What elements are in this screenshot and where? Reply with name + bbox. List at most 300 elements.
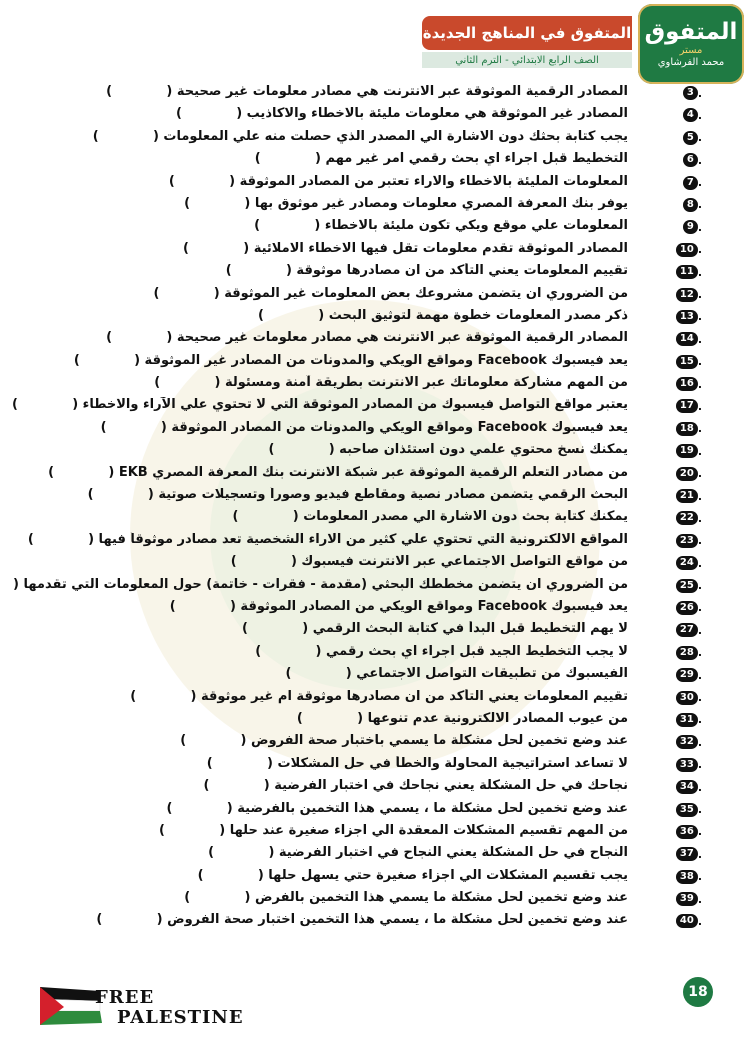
question-number-badge: 11	[676, 265, 698, 279]
question-row	[0, 239, 750, 261]
question-number	[650, 421, 702, 437]
closing-paren: )	[255, 643, 262, 659]
closing-paren: )	[169, 598, 176, 614]
question-number-badge: 13	[676, 310, 698, 324]
question-number-dot: .	[697, 892, 702, 906]
answer-blank	[190, 196, 244, 211]
question-number-dot: .	[697, 780, 702, 794]
question-text-line	[10, 151, 628, 171]
question-row	[0, 642, 750, 664]
question-text-line	[10, 509, 628, 529]
question-text: المعلومات علي موقع ويكي تكون مليئة بالاخطاء (	[314, 218, 628, 234]
closing-paren: )	[166, 800, 173, 816]
question-number-badge: 40	[676, 914, 698, 928]
question-number	[650, 824, 702, 840]
answer-blank	[204, 868, 258, 883]
answer-blank	[237, 554, 291, 569]
question-number	[650, 152, 702, 168]
question-number	[650, 645, 702, 661]
question-number-badge: 14	[676, 332, 698, 346]
answer-blank	[102, 912, 156, 927]
question-row	[0, 664, 750, 686]
question-number-dot: .	[697, 803, 702, 816]
question-text-line	[10, 845, 628, 865]
question-text: يمكنك كتابة بحث دون الاشارة الي مصدر المعلومات (	[292, 509, 628, 525]
question-row	[0, 127, 750, 149]
question-number	[650, 175, 702, 191]
question-number-dot: .	[697, 713, 702, 727]
closing-paren: )	[154, 375, 161, 391]
footer-free: FREE	[95, 987, 155, 1008]
question-row	[0, 485, 750, 507]
answer-blank	[34, 532, 88, 547]
question-number-badge: 20	[676, 467, 698, 481]
closing-paren: )	[158, 822, 165, 838]
question-number-dot: .	[697, 310, 702, 324]
question-number	[650, 802, 702, 818]
answer-blank	[264, 308, 318, 323]
question-number	[650, 600, 702, 616]
question-number	[650, 398, 702, 414]
question-number-badge: 6	[683, 153, 698, 167]
question-number	[650, 667, 702, 683]
question-number	[650, 555, 702, 571]
question-text: عند وضع تخمين لحل مشكلة ما ، يسمي هذا التخمين بالفرضية (	[226, 800, 628, 816]
question-row	[0, 440, 750, 462]
logo-role: مستر	[679, 45, 703, 56]
question-number-dot: .	[697, 265, 702, 279]
question-number-badge: 34	[676, 780, 698, 794]
question-text-line	[10, 733, 628, 753]
answer-blank	[159, 286, 213, 301]
answer-blank	[248, 621, 302, 636]
closing-paren: )	[254, 218, 261, 234]
brand-logo	[638, 4, 744, 84]
closing-paren: )	[96, 912, 103, 928]
question-text: يعد فيسبوك Facebook ومواقع الويكي من المصادر الموثوقة (	[229, 598, 628, 614]
question-row	[0, 754, 750, 776]
answer-blank	[165, 823, 219, 838]
true-false-list	[0, 82, 750, 933]
question-number-dot: .	[697, 668, 702, 682]
question-text: المصادر الموثوقة تقدم معلومات تقل فيها الاخطاء الاملائية (	[243, 240, 628, 256]
question-text: يعد فيسبوك Facebook ومواقع الويكي والمدونات من المصادر غير الموثوقة (	[134, 352, 628, 368]
question-text: من المهم مشاركة معلوماتك عبر الانترنت بطريقة آمنة ومسئولة (	[214, 375, 628, 391]
closing-paren: )	[153, 285, 160, 301]
question-number-badge: 4	[683, 108, 698, 122]
question-text-line	[10, 442, 628, 462]
question-text: النجاح في حل المشكلة يعني النجاح في اختبار الفرضية (	[268, 845, 628, 861]
question-row	[0, 910, 750, 932]
question-number-dot: .	[697, 243, 702, 257]
question-text: ذكر مصدر المعلومات خطوة مهمة لتوثيق البحث (	[318, 307, 628, 323]
question-text-line	[10, 711, 628, 731]
question-number-dot: .	[697, 220, 702, 234]
question-number-badge: 12	[676, 288, 698, 302]
question-row	[0, 149, 750, 171]
answer-blank	[303, 711, 357, 726]
question-number	[650, 734, 702, 750]
closing-paren: )	[184, 195, 191, 211]
question-number-badge: 17	[676, 399, 698, 413]
question-row	[0, 530, 750, 552]
answer-blank	[232, 263, 286, 278]
question-text-line	[10, 666, 628, 686]
question-text-line	[10, 263, 628, 283]
closing-paren: )	[73, 352, 80, 368]
question-number-badge: 25	[676, 579, 698, 593]
closing-paren: )	[257, 307, 264, 323]
question-text: من الضروري ان يتضمن مشروعك بعض المعلومات غير الموثوقة (	[213, 285, 628, 301]
question-row	[0, 216, 750, 238]
closing-paren: )	[206, 755, 213, 771]
question-row	[0, 395, 750, 417]
question-number	[650, 85, 702, 101]
question-text: من عيوب المصادر الالكترونية عدم تنوعها (	[357, 710, 628, 726]
question-text-line	[10, 196, 628, 216]
question-number	[650, 466, 702, 482]
question-number-dot: .	[697, 534, 702, 548]
question-text-line	[10, 689, 628, 709]
question-text-line	[10, 487, 628, 507]
question-row	[0, 104, 750, 126]
answer-blank	[182, 106, 236, 121]
answer-blank	[54, 465, 108, 480]
question-text-line	[10, 241, 628, 261]
question-number-dot: .	[697, 399, 702, 413]
closing-paren: )	[87, 487, 94, 503]
question-row	[0, 82, 750, 104]
question-number	[650, 242, 702, 258]
question-number-dot: .	[697, 422, 702, 436]
closing-paren: )	[230, 554, 237, 570]
answer-blank	[94, 487, 148, 502]
question-text-line	[10, 644, 628, 664]
closing-paren: )	[182, 240, 189, 256]
closing-paren: )	[27, 531, 34, 547]
closing-paren: )	[180, 733, 187, 749]
question-number	[650, 354, 702, 370]
question-text: يجب كتابة بحثك دون الاشارة الي المصدر الذي حصلت منه علي المعلومات (	[152, 128, 628, 144]
question-text-line	[10, 756, 628, 776]
answer-blank	[214, 845, 268, 860]
answer-blank	[209, 778, 263, 793]
question-number-badge: 18	[676, 422, 698, 436]
question-text: لا يهم التخطيط قبل البدأ في كتابة البحث الرقمي (	[302, 621, 628, 637]
question-number	[650, 287, 702, 303]
question-text-line	[10, 218, 628, 238]
question-number-dot: .	[697, 847, 702, 861]
answer-blank	[213, 756, 267, 771]
question-number	[650, 264, 702, 280]
question-text: نجاحك في حل المشكلة يعني نجاحك في اختبار الفرضية (	[263, 778, 628, 794]
question-row	[0, 418, 750, 440]
question-text: البحث الرقمي يتضمن مصادر نصية ومقاطع فيديو وصوراً وتسجيلات صوتية (	[147, 487, 628, 503]
question-number-dot: .	[697, 556, 702, 570]
answer-blank	[175, 174, 229, 189]
closing-paren: )	[296, 710, 303, 726]
question-row	[0, 575, 750, 597]
question-number	[650, 779, 702, 795]
question-number	[650, 690, 702, 706]
question-number-dot: .	[697, 153, 702, 167]
question-number-badge: 8	[683, 198, 698, 212]
question-text-line	[10, 554, 628, 574]
question-text-line	[10, 823, 628, 843]
question-number-badge: 23	[676, 534, 698, 548]
question-row	[0, 261, 750, 283]
question-text-line	[10, 912, 628, 932]
question-number	[650, 578, 702, 594]
question-number-badge: 29	[676, 668, 698, 682]
question-text: من المهم تقسيم المشكلات المعقدة الي اجزاء صغيرة عند حلها (	[219, 822, 628, 838]
answer-blank	[112, 330, 166, 345]
answer-blank	[172, 801, 226, 816]
question-number	[650, 510, 702, 526]
question-number-dot: .	[697, 332, 702, 346]
question-text-line	[10, 84, 628, 104]
closing-paren: )	[184, 890, 191, 906]
question-row	[0, 799, 750, 821]
page-header	[0, 0, 750, 80]
answer-blank	[238, 509, 292, 524]
question-row	[0, 373, 750, 395]
question-number-badge: 38	[676, 870, 698, 884]
question-text-line	[10, 890, 628, 910]
question-number-dot: .	[697, 131, 702, 145]
question-number-dot: .	[697, 623, 702, 637]
question-number-dot: .	[697, 198, 702, 212]
question-row	[0, 194, 750, 216]
question-number	[650, 913, 702, 929]
answer-blank	[18, 397, 72, 412]
question-number-dot: .	[697, 870, 702, 884]
question-number-dot: .	[697, 914, 702, 928]
question-number-dot: .	[697, 646, 702, 660]
answer-blank	[261, 151, 315, 166]
question-number	[650, 488, 702, 504]
question-number-badge: 16	[676, 377, 698, 391]
question-number-dot: .	[697, 108, 702, 122]
question-number-badge: 35	[676, 803, 698, 817]
footer-palestine: PALESTINE	[117, 1007, 244, 1028]
question-text-line	[10, 286, 628, 306]
closing-paren: )	[100, 419, 107, 435]
closing-paren: )	[232, 509, 239, 525]
question-text: لا يجب التخطيط الجيد قبل اجراء اي بحث رقمي (	[315, 643, 628, 659]
question-row	[0, 709, 750, 731]
question-text: من الضروري ان يتضمن مخططك البحثي (مقدمة - فقرات - خاتمة) حول المعلومات التي تقدمها (	[13, 576, 628, 592]
closing-paren: )	[197, 867, 204, 883]
answer-blank	[274, 442, 328, 457]
question-number-badge: 22	[676, 511, 698, 525]
question-number-badge: 27	[676, 623, 698, 637]
question-number-badge: 31	[676, 713, 698, 727]
question-text: لا تساعد استراتيجية المحاولة والخطأ في حل المشكلات (	[267, 755, 628, 771]
answer-blank	[291, 666, 345, 681]
question-number-dot: .	[697, 444, 702, 458]
answer-blank	[136, 689, 190, 704]
question-number-dot: .	[697, 176, 702, 190]
question-text: المعلومات المليئة بالاخطاء والاراء تعتبر من المصادر الموثوقة (	[229, 173, 628, 189]
closing-paren: )	[106, 84, 113, 99]
question-number-badge: 19	[676, 444, 698, 458]
question-row	[0, 597, 750, 619]
banner-subtitle: الصف الرابع الابتدائي - الترم الثاني	[422, 52, 632, 68]
question-number	[650, 533, 702, 549]
logo-title: المتفوق	[644, 19, 738, 45]
closing-paren: )	[130, 688, 137, 704]
question-row	[0, 552, 750, 574]
closing-paren: )	[208, 845, 215, 861]
question-number-badge: 15	[676, 355, 698, 369]
closing-paren: )	[268, 442, 275, 458]
question-number-dot: .	[697, 288, 702, 302]
closing-paren: )	[285, 666, 292, 682]
question-number-dot: .	[697, 86, 702, 100]
question-number-dot: .	[697, 735, 702, 749]
answer-blank	[160, 375, 214, 390]
question-number	[650, 309, 702, 325]
question-number-badge: 9	[683, 220, 698, 234]
answer-blank	[190, 890, 244, 905]
question-row	[0, 507, 750, 529]
question-number-badge: 36	[676, 825, 698, 839]
closing-paren: )	[242, 621, 248, 637]
closing-paren: )	[11, 397, 18, 413]
question-text: عند وضع تخمين لحل مشكلة ما يسمي هذا التخمين بالفرض (	[244, 890, 628, 906]
question-number-dot: .	[697, 825, 702, 839]
question-row	[0, 888, 750, 910]
question-number-badge: 33	[676, 758, 698, 772]
question-number-badge: 7	[683, 176, 698, 190]
question-number-badge: 30	[676, 691, 698, 705]
question-row	[0, 731, 750, 753]
question-text-line	[10, 397, 628, 417]
question-number	[650, 107, 702, 123]
question-number-badge: 32	[676, 735, 698, 749]
question-text: يوفر بنك المعرفة المصري معلومات ومصادر غير موثوق بها (	[244, 195, 628, 211]
question-text-line	[10, 801, 628, 821]
question-number-dot: .	[697, 467, 702, 481]
question-text: تقييم المعلومات يعني التأكد من ان مصادرها موثوقة ام غير موثوقة (	[190, 688, 628, 704]
closing-paren: )	[168, 173, 175, 189]
question-number-dot: .	[697, 758, 702, 772]
answer-blank	[176, 599, 230, 614]
question-row	[0, 463, 750, 485]
question-text: يعد فيسبوك Facebook ومواقع الويكي والمدونات من المصادر الموثوقة (	[160, 419, 628, 435]
question-number-badge: 3	[683, 86, 698, 100]
question-text-line	[10, 577, 628, 597]
question-number-dot: .	[697, 601, 702, 615]
question-text: عند وضع تخمين لحل مشكلة ما ، يسمي هذا التخمين اختبار صحة الفروض (	[156, 912, 628, 928]
question-text: التخطيط قبل اجراء اي بحث رقمي امر غير مهم (	[315, 151, 628, 167]
question-row	[0, 821, 750, 843]
question-text-line	[10, 465, 628, 485]
question-number-badge: 37	[676, 847, 698, 861]
closing-paren: )	[203, 778, 210, 794]
question-text-line	[10, 174, 628, 194]
closing-paren: )	[225, 263, 232, 279]
question-text-line	[10, 129, 628, 149]
question-row	[0, 351, 750, 373]
question-number-badge: 21	[676, 489, 698, 503]
question-row	[0, 776, 750, 798]
question-text-line	[10, 420, 628, 440]
closing-paren: )	[175, 106, 182, 122]
question-text: يجب تقسيم المشكلات الي اجزاء صغيرة حتي يسهل حلها (	[257, 867, 628, 883]
question-text-line	[10, 599, 628, 619]
question-number	[650, 197, 702, 213]
logo-name: محمد الفرشاوي	[657, 57, 725, 68]
question-text-line	[10, 778, 628, 798]
question-row	[0, 328, 750, 350]
question-text-line	[10, 353, 628, 373]
question-number	[650, 376, 702, 392]
question-row	[0, 306, 750, 328]
question-text: عند وضع تخمين لحل مشكلة ما يسمي باختبار صحة الفروض (	[240, 733, 628, 749]
question-row	[0, 619, 750, 641]
question-number-badge: 24	[676, 556, 698, 570]
closing-paren: )	[254, 151, 261, 167]
question-text: المصادر غير الموثوقة هي معلومات مليئة بالاخطاء والاكاذيب (	[236, 106, 628, 122]
question-row	[0, 866, 750, 888]
question-number-dot: .	[697, 691, 702, 705]
closing-paren: )	[92, 128, 99, 144]
question-number	[650, 869, 702, 885]
question-text: من مصادر التعلم الرقمية الموثوقة عبر شبكة الانترنت بنك المعرفة المصري EKB (	[108, 464, 628, 480]
question-text: يعتبر مواقع التواصل فيسبوك من المصادر الموثوقة التي لا تحتوي علي الآراء والاخطاء (	[72, 397, 628, 413]
question-text: المواقع الالكترونية التي تحتوي علي كثير من الاراء الشخصية تعد مصادر موثوقاً فيها (	[88, 531, 628, 547]
closing-paren: )	[106, 330, 113, 346]
question-row	[0, 172, 750, 194]
question-number	[650, 846, 702, 862]
question-text: الفيسبوك من تطبيقات التواصل الاجتماعي (	[345, 666, 628, 682]
question-text: تقييم المعلومات يعني التأكد من ان مصادرها موثوقة (	[285, 263, 628, 279]
question-text-line	[10, 330, 628, 350]
answer-blank	[99, 129, 153, 144]
answer-blank	[80, 353, 134, 368]
page-number: 18	[683, 977, 713, 1007]
question-text: المصادر الرقمية الموثوقة عبر الانترنت هي مصادر معلومات غير صحيحة (	[166, 84, 628, 99]
question-row	[0, 843, 750, 865]
question-number-dot: .	[697, 377, 702, 391]
question-number	[650, 219, 702, 235]
question-row	[0, 284, 750, 306]
question-text-line	[10, 106, 628, 126]
banner-title: المتفوق في المناهج الجديدة	[422, 16, 632, 50]
question-text-line	[10, 308, 628, 328]
closing-paren: )	[48, 464, 55, 480]
question-text-line	[10, 532, 628, 552]
question-number	[650, 712, 702, 728]
question-text-line	[10, 868, 628, 888]
question-text: من مواقع التواصل الاجتماعي عبر الانترنت فيسبوك (	[290, 554, 628, 570]
question-number-dot: .	[697, 579, 702, 593]
question-number-badge: 26	[676, 601, 698, 615]
question-number	[650, 130, 702, 146]
question-number-dot: .	[697, 355, 702, 369]
answer-blank	[189, 241, 243, 256]
answer-blank	[112, 84, 166, 99]
question-text: يمكنك نسخ محتوي علمي دون استئذان صاحبه (	[328, 442, 628, 458]
question-number	[650, 443, 702, 459]
question-number-dot: .	[697, 489, 702, 503]
question-number	[650, 622, 702, 638]
question-number	[650, 891, 702, 907]
answer-blank	[261, 644, 315, 659]
question-number-dot: .	[697, 511, 702, 525]
